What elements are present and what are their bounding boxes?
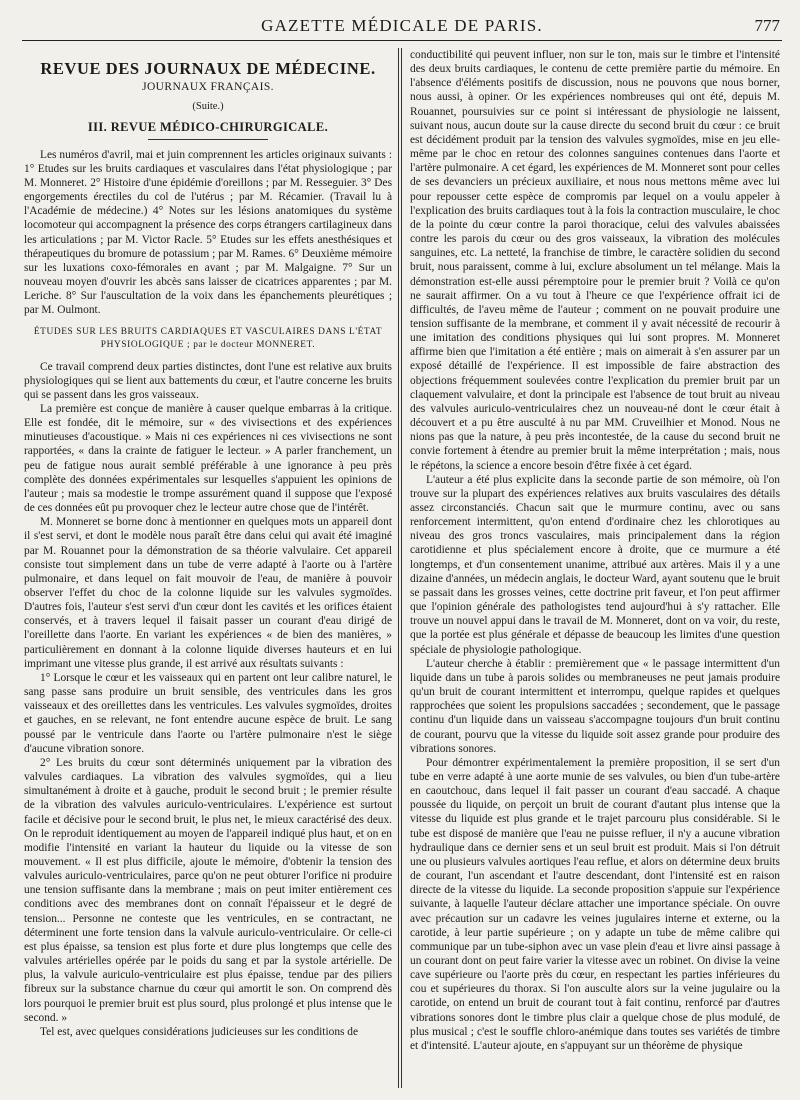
journal-title: GAZETTE MÉDICALE DE PARIS. [261, 16, 543, 35]
continuation-note: (Suite.) [192, 101, 224, 113]
paragraph: La première est conçue de manière à causer quelque embarras à la critique. Elle est fondée, dit le mémoire, sur « des vivisections et des expériences minutieuses d'acoustique. » Mais ni ces expériences ni ces vivisections ne sont rapportées, « dans la crainte de fatiguer le lecteur. » A parler franchement, un peu de fatigue nous aurait semblé préférable à une ignorance à peu près complète des données expérimentales sur lesquelles s'appuient les opinions de l'auteur ; mais sa modestie le trompe assurément quand il suppose que l'exposé de ces données eût pu provoquer chez le lecteur autre chose que de l'intérêt. [24, 402, 392, 515]
page-number: 777 [754, 16, 780, 35]
subsection-title: JOURNAUX FRANÇAIS. [142, 81, 274, 94]
paragraph: 2° Les bruits du cœur sont déterminés uniquement par la vibration des valvules cardiaques. La vibration des valvules sygmoïdes, qui a lieu simultanément à droite et à gauche, produit le second bruit ; le premier résulte de la vibration des valvules auriculo-ventriculaires. L'expérience est surtout facile et décisive pour le second bruit, le plus net, le mieux caractérisé des deux. On le reproduit identiquement au moyen de l'appareil indiqué plus haut, et on en modifie l'intensité en variant la hauteur du liquide ou la vitesse de son mouvement. « Il est plus difficile, ajoute le mémoire, d'obtenir la tension des valvules auriculo-ventriculaires, parce qu'on ne peut obturer l'orifice ni produire une tension suffisante dans la membrane ; mais on peut imiter entièrement ces conditions avec des membranes dont on connaît l'épaisseur et le degré de tension... Personne ne conteste que les ventricules, en se contractant, ne déterminent une forte tension dans la valvule auriculo-ventriculaire. Or celle-ci est plus épaisse, sa tension est plus forte et dure plus longtemps que celle des valvules artérielles opérée par le poids du sang et par la systole artérielle. De plus, la valvule auriculo-ventriculaire est plus épaisse, tendue par des piliers fibreux sur la substance charnue du cœur qui amortit le son. On comprend dès lors pourquoi le premier bruit est plus sourd, plus prolongé et plus intense que le second. » [24, 756, 392, 1024]
paragraph: Tel est, avec quelques considérations judicieuses sur les conditions de [40, 1025, 359, 1038]
column-rule [398, 48, 402, 1088]
paragraph: M. Monneret se borne donc à mentionner en quelques mots un appareil dont il s'est servi, et dont le modèle nous paraît être dans celui qui avait été imaginé par M. Rouannet pour la démonstration de sa théorie valvulaire. Cet appareil consiste tout simplement dans un tube de verre adapté à l'aorte ou à l'artère pulmonaire, et dans lequel on fait mouvoir de l'eau, de manière à pouvoir observer l'effet du choc de la colonne liquide sur les valvules sygmoïdes. D'autres fois, l'auteur s'est servi d'un cœur dont les cavités et les orifices étaient conservés, et à travers lequel il faisait passer un courant d'eau dirigé de l'oreillette dans l'aorte. En variant les expériences « de bien des manières, » particulièrement en donnant à la colonne liquide diverses hauteurs et en lui imprimant une vitesse plus grande, il est arrivé aux résultats suivants : [24, 516, 392, 670]
article-title: ÉTUDES SUR LES BRUITS CARDIAQUES ET VASCULAIRES DANS L'ÉTAT PHYSIOLOGIQUE ; par le docteur MONNERET. [33, 326, 383, 350]
paragraph: Ce travail comprend deux parties distinctes, dont l'une est relative aux bruits physiologiques qui se lient aux battements du cœur, et l'autre concerne les bruits qui se passent dans les gros vaisseaux. [24, 360, 392, 401]
paragraph: L'auteur a été plus explicite dans la seconde partie de son mémoire, où l'on trouve sur la plupart des expériences relatives aux bruits vasculaires des détails assez circonstanciés. Chacun sait que le murmure continu, avec ou sans renforcement intermittent, qu'on entend d'ordinaire chez les chlorotiques au niveau des gros troncs vasculaires, mais principalement dans la région carotidienne et plus spécialement encore à droite, que ce murmure a été longtemps, et d'un consentement unanime, attribué aux artères. Mais il y a une dizaine d'années, un médecin anglais, le docteur Ward, ayant soutenu que le bruit se passait dans les grosses veines, cette doctrine prit faveur, et l'on peut affirmer que l'opinion générale des pathologistes tend aujourd'hui à s'y rattacher. Elle trouve un nouvel appui dans le travail de M. Monneret, dont on va voir, du reste, que la portée est plus générale et dépasse de beaucoup les limites d'une question spéciale de physiologie pathologique. [410, 473, 780, 656]
rubric-title: III. REVUE MÉDICO-CHIRURGICALE. [24, 120, 392, 139]
paragraph: Pour démontrer expérimentalement la première proposition, il se sert d'un tube en verre adapté à une aorte munie de ses valvules, ou bien d'un tube-artère en caoutchouc, dans lequel il fait passer un courant d'eau saccadé. A chaque poussée du liquide, on perçoit un bruit de courant d'autant plus intense que la vitesse du liquide est plus grande et le trajet parcouru plus considérable. Si le tube est disposé de manière que l'eau ne puisse refluer, il n'y a aucune vibration hydraulique dans ce dernier sens et un seul bruit est produit. Mais si l'on détruit une ou plusieurs valvules aortiques l'eau reflue, et alors on détermine deux bruits de courant, l'un ascendant et l'autre descendant, dont l'intensité est en raison directe de la vitesse du liquide. La seconde proposition s'appuie sur l'expérience suivante, à laquelle l'auteur déclare attacher une importance spéciale. On ouvre avec précaution sur un cadavre les veines jugulaires interne et externe, ou la carotide, à leur partie supérieure ; on y adapte un tube de même calibre qui communique par un tube-siphon avec un vase plein d'eau et livre ainsi passage à un courant dont on peut faire varier la vitesse avec un robinet. On divise la veine cave supérieure ou l'aorte près du cœur, en respectant les parties inférieures du cou et supérieures du thorax. Si l'on ausculte alors sur la veine jugulaire ou la carotide, on entend un bruit de courant tout à fait continu, renforcé par d'autres vibrations sonores dont le timbre plus clair a quelque chose de plus modulé, de plus musical ; c'est le souffle chloro-anémique dans toutes ses variétés de timbre et d'intensité. L'auteur ajoute, en s'appuyant sur un théorème de physique [410, 756, 780, 1052]
section-title: REVUE DES JOURNAUX DE MÉDECINE. [40, 59, 376, 78]
paragraph: L'auteur cherche à établir : premièrement que « le passage intermittent d'un liquide dans un tube à parois solides ou membraneuses ne peut jamais produire qu'un bruit de courant intermittent et interrompu, quelque rapides et quelques rapprochées que soient les propulsions saccadées ; secondement, que le passage continu d'un liquide dans un vaisseau s'accompagne toujours d'un bruit continu de courant, pourvu que la vitesse du liquide soit assez grande pour produire des vibrations sonores. [410, 657, 780, 755]
left-column [24, 48, 392, 1088]
running-header [22, 14, 782, 41]
paragraph: conductibilité qui peuvent influer, non sur le ton, mais sur le timbre et l'intensité des deux bruits cardiaques, le contenu de cette première partie du mémoire. En l'absence d'éléments positifs de discussion, nous ne pouvons que nous borner, nous aussi, à opiner. Or les expériences nombreuses qui ont été, depuis M. Rouannet, poursuivies sur ce point si intéressant de physiologie ne laissent, suivant nous, aucun doute sur la cause directe du second bruit du cœur : ce bruit est décidément produit par la tension des valvules sygmoïdes, mise en jeu elle-même par le choc en retour des colonnes sanguines contenues dans l'aorte et l'artère pulmonaire. A cet égard, les expériences de M. Monneret sont pour celles de ses devanciers un précieux auxiliaire, et nous nous mettons même avec lui pour repousser cette espèce de compromis par lequel on a voulu appeler à l'explication des bruits cardiaques tout à la fois la contraction musculaire, le choc de la pointe du cœur contre la paroi thoracique, celui des valvules abaissées contre les parois du cœur ou des gros vaisseaux, la vibration des molécules sanguines, etc. La netteté, la franchise de timbre, le caractère solidien du second bruit, nous paraissent, comme à lui, exclure absolument un tel mélange. Mais la démonstration est-elle aussi péremptoire pour le premier bruit ? Voilà ce qu'on ne saurait affirmer. On a vu tout à l'heure ce que l'expérience offrait ici de difficultés, de l'aveu même de l'auteur ; comment on ne pouvait produire une tension suffisante de la membrane, et comment il y avait nécessité de recourir à une imitation des conditions physiques qui lui sont propres. M. Monneret affirme bien que l'imitation a été entière ; mais on aimerait à s'en assurer par un exposé détaillé de l'expérience. Il est impossible de faire abstraction des objections fréquemment soulevées contre l'explication du premier bruit par un claquement valvulaire, et dont la principale est l'absence de tout bruit au niveau des valvules auriculo-ventriculaires chez un nouveau-né dont le cœur était à découvert et a pu être ausculté à nu par MM. Cruveilhier et Monod. Nous ne nions pas que la nature, à peu près incontestée, de la cause du second bruit ne convie fortement à étendre au premier bruit la même interprétation ; mais, nous le répétons, la science a encore besoin d'être fixée à cet égard. [410, 49, 780, 472]
paragraph: 1° Lorsque le cœur et les vaisseaux qui en partent ont leur calibre naturel, le sang passe sans produire un bruit sensible, des ventricules dans les gros vaisseaux et des oreillettes dans les ventricules. Les valvules sygmoïdes, droites et gauches, en se relevant, ne font entendre aucune espèce de bruit. Le sang poussé par le ventricule dans l'aorte ou l'artère pulmonaire n'est le siège d'aucune vibration sonore. [24, 671, 392, 755]
right-column [410, 48, 780, 1088]
intro-paragraph: Les numéros d'avril, mai et juin comprennent les articles originaux suivants : 1° Etudes sur les bruits cardiaques et vasculaires dans l'état physiologique ; par M. Monneret. 2° Histoire d'une épidémie d'oreillons ; par M. Resseguier. 3° Des engorgements érectiles du col de l'utérus ; par M. Récamier. (Travail lu à l'Académie de médecine.) 4° Notes sur les lésions anatomiques du système locomoteur qui accompagnent la présence des corps étrangers cartilagineux dans les articulations ; par M. Victor Racle. 5° Etudes sur les effets anesthésiques et thérapeutiques du bromure de potassium ; par M. Rames. 6° Deuxième mémoire sur les luxations coxo-fémorales en avant ; par M. Malgaigne. 7° Sur un nouveau moyen d'ouvrir les abcès sans laisser de cicatrices apparentes ; par M. Leriche. 8° Sur l'auscultation de la voix dans les épanchements pleurétiques ; par M. Oulmont. [24, 148, 392, 317]
